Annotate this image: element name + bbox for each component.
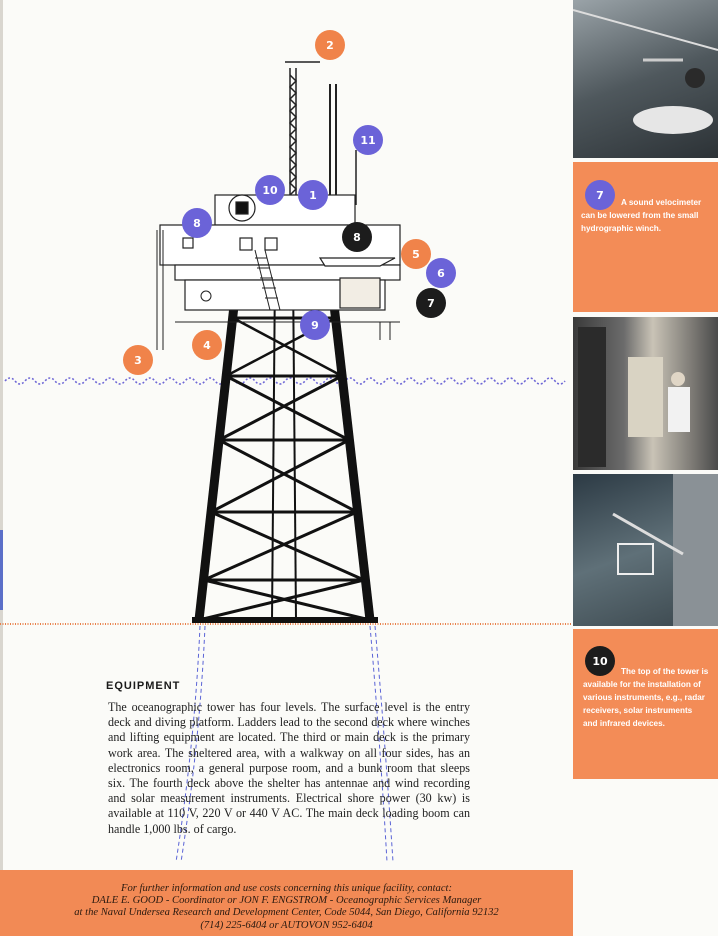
footer-line-4: (714) 225-6404 or AUTOVON 952-6404 — [200, 919, 373, 931]
equipment-heading: EQUIPMENT — [106, 680, 181, 692]
callout-7 — [573, 162, 718, 312]
callout-7-badge: 7 — [585, 180, 615, 210]
badge-7: 7 — [416, 288, 446, 318]
photo-electronics-room — [573, 317, 718, 470]
badge-2: 2 — [315, 30, 345, 60]
badge-10: 10 — [255, 175, 285, 205]
contact-footer — [0, 870, 573, 936]
badge-6: 6 — [426, 258, 456, 288]
footer-line-1: For further information and use costs concerning this unique facility, contact: — [120, 883, 453, 894]
badge-4: 4 — [192, 330, 222, 360]
equipment-body: The oceanographic tower has four levels. The surface level is the entry deck and diving platform. Ladders lead to the second deck where winches and lifting equipment are located. The third or main deck is the primary work area. The sheltered area, with a walkway on all four sides, has an electronics room, a general purpose room, and a bunk room that sleeps six. The fourth deck above the shelter has antennae and wind recording and solar measurement instruments. Electrical shore power (30 kw) is available at 110 V, 220 V or 440 V AC. The main deck loading boom can handle 1,000 lbs. of cargo. — [108, 700, 470, 836]
badge-1: 1 — [298, 180, 328, 210]
callout-7-text: A sound velocimeter can be lowered from the small hydrographic winch. — [581, 198, 702, 233]
photo-winch — [573, 0, 718, 158]
callout-10-badge: 10 — [585, 646, 615, 676]
wave-line — [5, 378, 565, 384]
badge-8: 8 — [182, 208, 212, 238]
photo-velocimeter — [573, 474, 718, 626]
badge-5: 5 — [401, 239, 431, 269]
badge-3: 3 — [123, 345, 153, 375]
callout-10-text: The top of the tower is available for the installation of various instruments, e.g., radar receivers, solar instruments and infrared devices. — [583, 667, 709, 728]
footer-line-2: DALE E. GOOD - Coordinator or JON F. ENGSTROM - Oceanographic Services Manager — [91, 895, 482, 907]
callout-10 — [573, 629, 718, 779]
badge-11: 11 — [353, 125, 383, 155]
badge-8-black: 8 — [342, 222, 372, 252]
badge-9: 9 — [300, 310, 330, 340]
footer-line-3: at the Naval Undersea Research and Development Center, Code 5044, San Diego, California 92132 — [74, 907, 499, 919]
